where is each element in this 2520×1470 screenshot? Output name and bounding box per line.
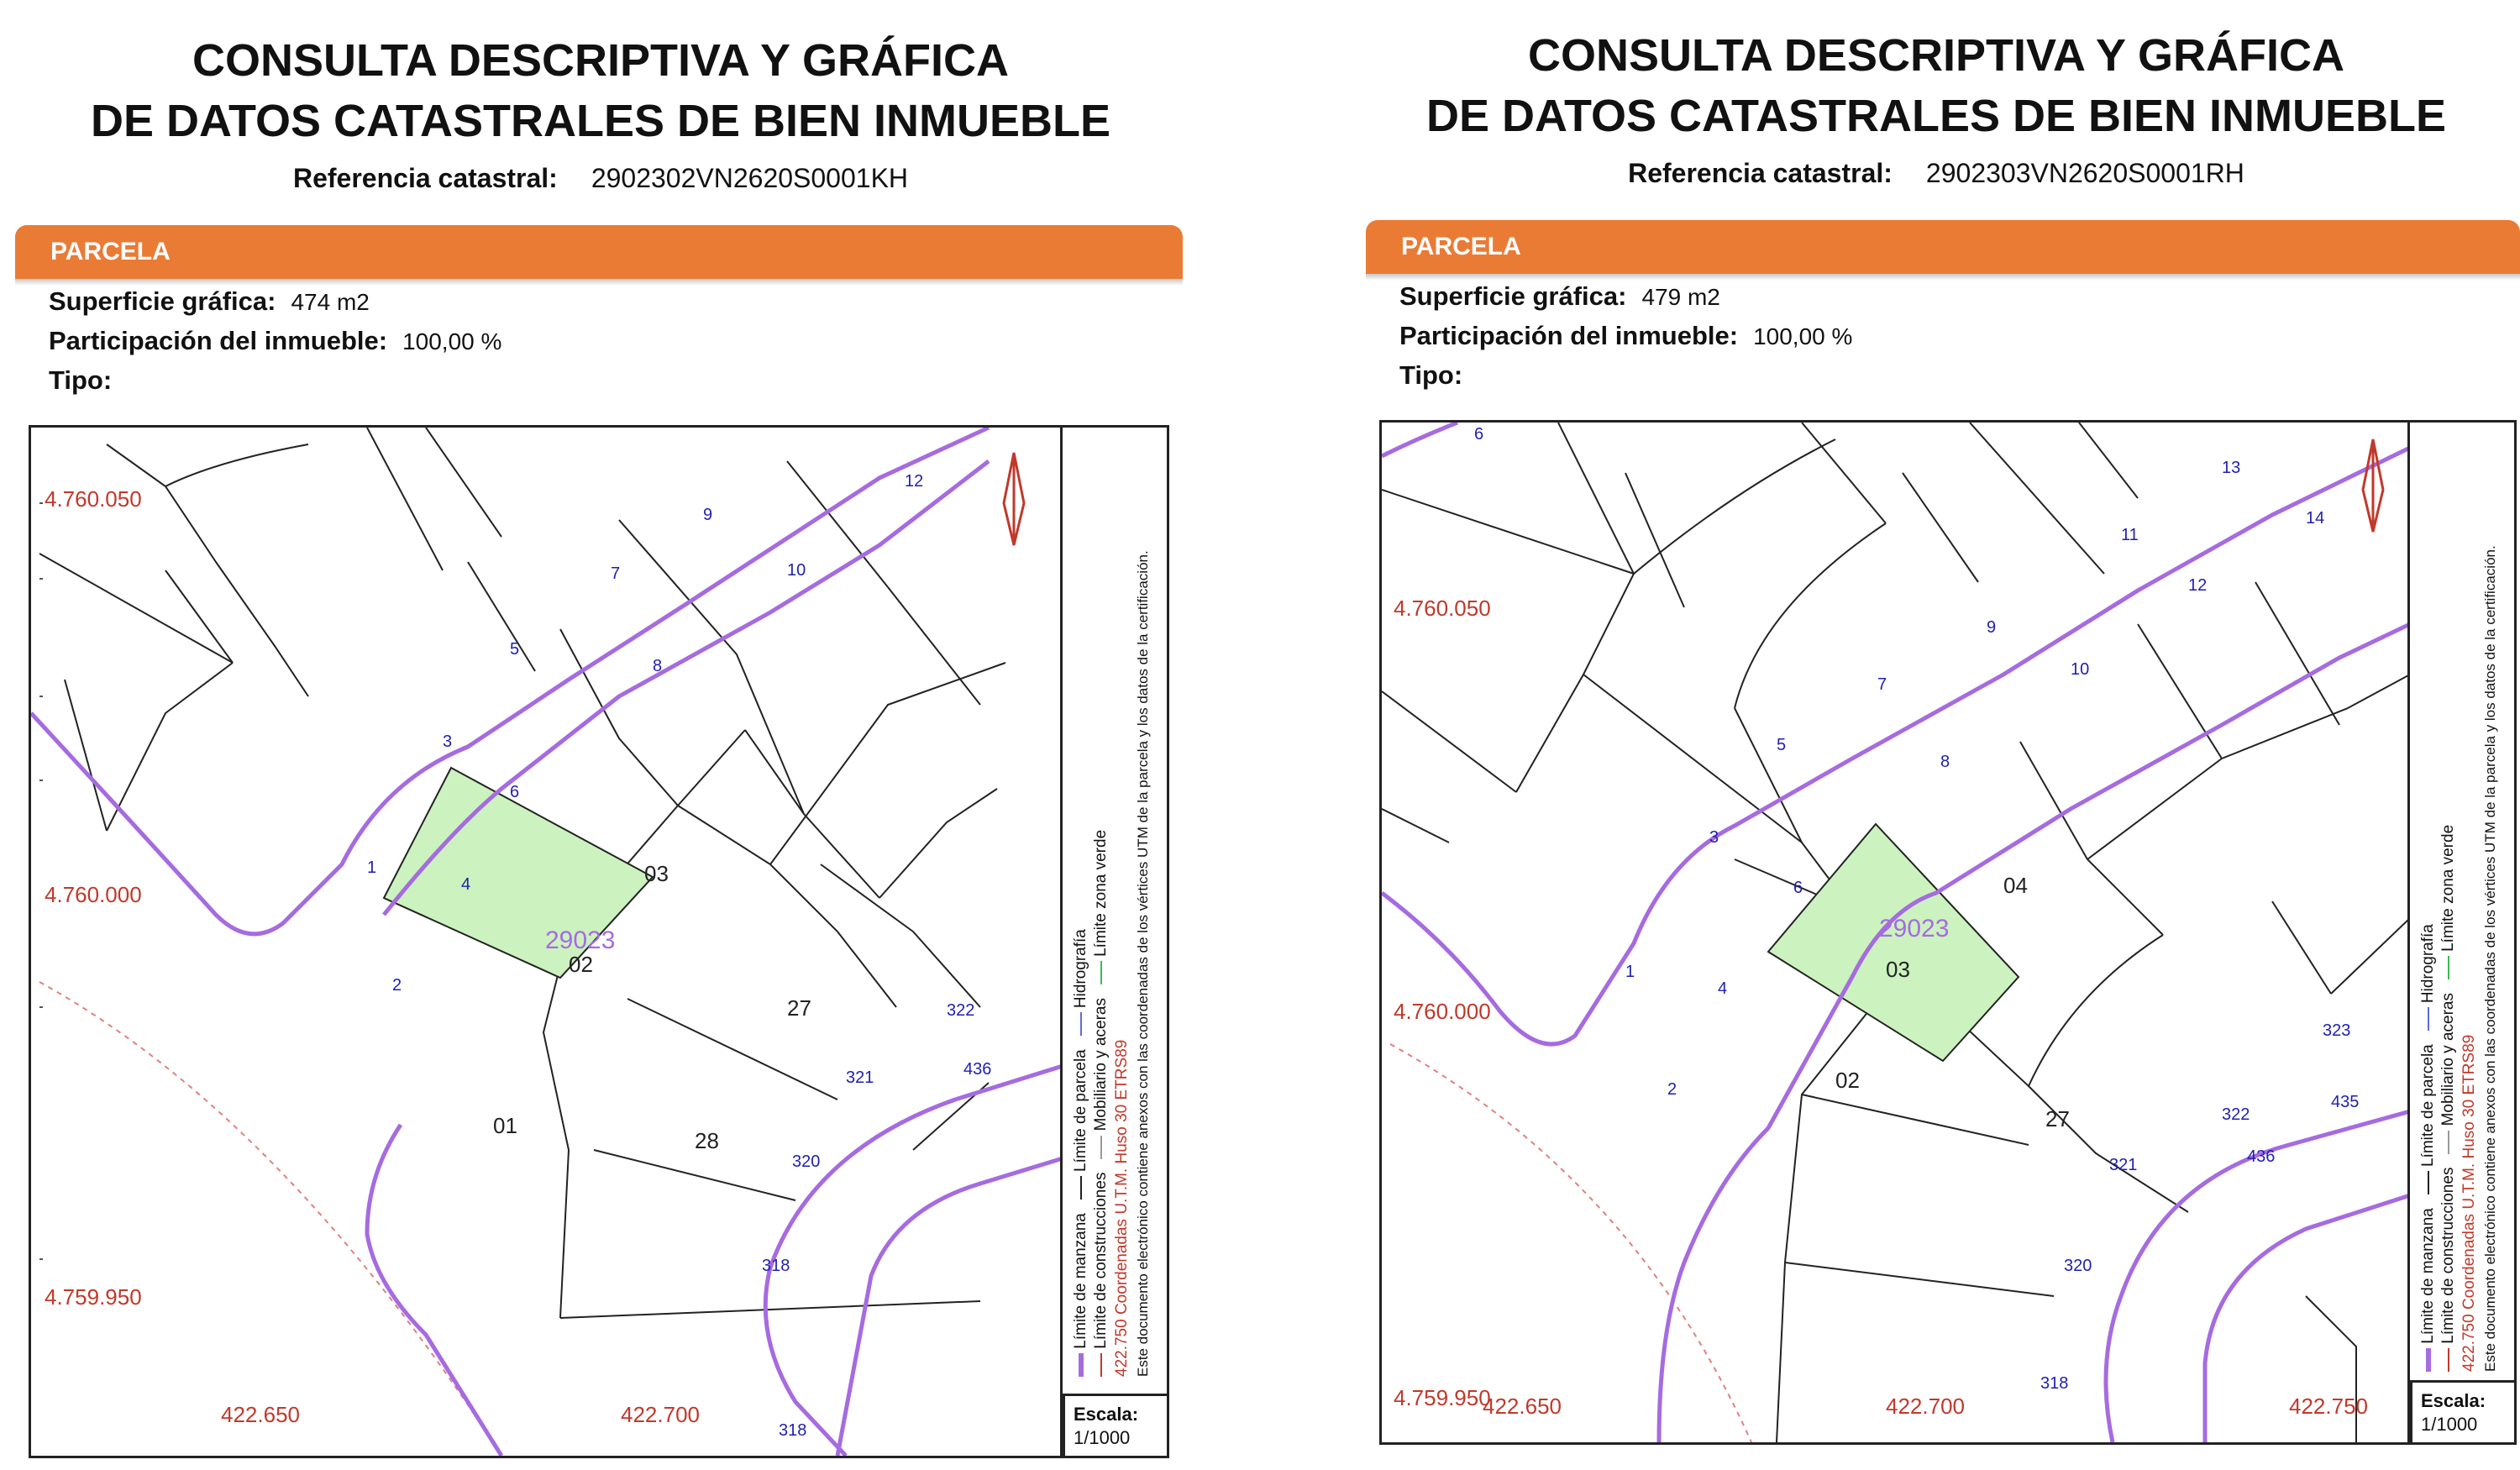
vertex-label: 1	[367, 858, 377, 877]
vertex-label: 5	[1777, 736, 1787, 754]
legend-zona-verde: Límite zona verde	[1092, 829, 1110, 957]
legend-hidrografia: Hidrografía	[1072, 929, 1089, 1009]
vertex-label: 318	[779, 1421, 807, 1440]
vertex-label: 322	[947, 1001, 975, 1020]
y-coord-3: 4.759.950	[1394, 1385, 1491, 1410]
scale-value: 1/1000	[1074, 1427, 1131, 1448]
superficie-value: 479 m2	[1641, 284, 1720, 310]
parcel-number: 04	[2003, 873, 2028, 898]
cadastral-map	[29, 425, 1169, 1458]
legend-construcciones: Límite de construcciones	[2439, 1167, 2457, 1344]
x-coord-2: 422.700	[621, 1402, 700, 1427]
title-line-1: CONSULTA DESCRIPTIVA Y GRÁFICA	[192, 35, 1010, 86]
parcel-number: 27	[787, 995, 811, 1021]
x-coord-1: 422.650	[1483, 1394, 1562, 1419]
vertex-label: 320	[792, 1152, 821, 1171]
parcel-number: 01	[493, 1113, 517, 1138]
participacion-row	[49, 322, 501, 361]
reference-line	[1352, 158, 2520, 189]
superficie-value: 474 m2	[291, 289, 370, 315]
map-legend	[1060, 428, 1167, 1456]
vertex-label: 8	[1940, 753, 1950, 771]
construction-limit-line	[39, 982, 501, 1456]
vertex-label: 14	[2306, 509, 2325, 528]
vertex-label: 2	[392, 976, 402, 995]
participacion-value: 100,00 %	[1753, 323, 1853, 349]
vertex-label: 12	[2188, 576, 2208, 595]
scale-box	[1063, 1394, 1167, 1456]
block-label: 29023	[545, 927, 616, 954]
participacion-value: 100,00 %	[402, 328, 502, 354]
superficie-row	[49, 282, 501, 322]
vertex-label: 323	[2323, 1021, 2351, 1040]
vertex-label: 436	[963, 1060, 992, 1079]
north-arrow-icon	[1004, 453, 1024, 545]
scale-value: 1/1000	[2421, 1414, 2478, 1435]
parcel-fields	[1399, 277, 1852, 395]
legend-mobiliario: Mobiliario y aceras	[2439, 993, 2457, 1126]
vertex-label: 1	[1625, 963, 1635, 981]
title-line-1: CONSULTA DESCRIPTIVA Y GRÁFICA	[1527, 30, 2345, 81]
map-drawing	[1382, 423, 2410, 1442]
section-bar-parcela	[15, 225, 1183, 279]
vertex-label: 7	[611, 564, 621, 583]
vertex-label: 13	[2222, 459, 2241, 477]
title-line-2: DE DATOS CATASTRALES DE BIEN INMUEBLE	[90, 96, 1111, 146]
section-title: PARCELA	[1401, 233, 1521, 260]
scale-label: Escala:	[1074, 1404, 1139, 1425]
parcel-fields	[49, 282, 501, 400]
section-title: PARCELA	[50, 238, 171, 265]
superficie-label: Superficie gráfica:	[1399, 281, 1627, 311]
document-title	[0, 30, 1201, 151]
vertex-label: 318	[762, 1257, 790, 1275]
document-title	[1352, 25, 2520, 146]
vertex-label: 9	[703, 506, 713, 524]
vertex-label: 436	[2247, 1147, 2276, 1166]
vertex-label: 3	[1709, 828, 1719, 847]
vertex-label: 10	[787, 561, 806, 580]
vertex-label: 4	[1718, 979, 1728, 998]
reference-line	[0, 163, 1201, 194]
legend-manzana: Límite de manzana	[2419, 1208, 2437, 1344]
vertex-label: 5	[510, 640, 520, 659]
block-label: 29023	[1879, 915, 1950, 942]
vertex-label: 320	[2064, 1257, 2092, 1275]
reference-value: 2902303VN2620S0001RH	[1925, 158, 2244, 188]
tipo-row	[1399, 356, 1852, 395]
y-coord-3: 4.759.950	[45, 1284, 142, 1310]
y-coord-1: 4.760.050	[1394, 596, 1491, 621]
vertex-label: 10	[2071, 660, 2090, 679]
legend-note: Este documento electrónico contiene anexos con las coordenadas de los vértices UTM de la parcela y los datos de la certificación.	[2482, 545, 2498, 1372]
x-coord-2: 422.700	[1886, 1394, 1965, 1419]
vertex-label: 3	[443, 732, 453, 751]
parcel-number: 28	[695, 1128, 719, 1153]
map-drawing	[31, 428, 1063, 1456]
legend-zona-verde: Límite zona verde	[2439, 824, 2457, 952]
construction-limit-line	[1390, 1044, 1751, 1442]
vertex-label: 7	[1877, 675, 1887, 694]
map-legend	[2407, 423, 2514, 1442]
vertex-label: 435	[2331, 1093, 2360, 1111]
y-coord-2: 4.760.000	[45, 882, 142, 907]
legend-coords: 422.750 Coordenadas U.T.M. Huso 30 ETRS89	[1113, 1039, 1131, 1377]
legend-parcela: Límite de parcela	[1072, 1049, 1089, 1172]
tipo-label: Tipo:	[49, 365, 113, 395]
vertex-label: 6	[510, 783, 520, 801]
participacion-label: Participación del inmueble:	[1399, 321, 1739, 350]
legend-mobiliario: Mobiliario y aceras	[1092, 998, 1110, 1131]
y-coord-2: 4.760.000	[1394, 999, 1491, 1024]
reference-label: Referencia catastral:	[292, 163, 558, 193]
cadastral-map	[1379, 420, 2517, 1445]
vertex-label: 322	[2222, 1105, 2250, 1124]
cadastral-document-right	[1352, 0, 2520, 1470]
legend-manzana: Límite de manzana	[1072, 1213, 1089, 1349]
x-coord-3: 422.750	[2289, 1394, 2368, 1419]
vertex-label: 11	[2121, 526, 2139, 544]
legend-note: Este documento electrónico contiene anexos con las coordenadas de los vértices UTM de la parcela y los datos de la certificación.	[1135, 550, 1151, 1377]
y-coord-1: 4.760.050	[45, 486, 142, 512]
tipo-label: Tipo:	[1399, 360, 1463, 390]
parcel-number: 03	[644, 861, 669, 886]
vertex-label: 2	[1667, 1080, 1677, 1099]
parcel-number: 02	[569, 952, 593, 977]
superficie-row	[1399, 277, 1852, 317]
vertex-label: 6	[1793, 879, 1803, 897]
selected-parcel	[1768, 824, 2019, 1061]
legend-hidrografia: Hidrografía	[2419, 924, 2437, 1004]
reference-value: 2902302VN2620S0001KH	[591, 163, 909, 193]
legend-coords: 422.750 Coordenadas U.T.M. Huso 30 ETRS89	[2460, 1034, 2478, 1372]
parcel-number: 27	[2045, 1106, 2070, 1131]
vertex-label: 318	[2040, 1374, 2069, 1393]
tipo-row	[49, 361, 501, 400]
x-coord-1: 422.650	[221, 1402, 300, 1427]
vertex-label: 8	[653, 657, 663, 675]
vertex-label: 12	[905, 472, 924, 491]
vertex-labels	[367, 472, 991, 1440]
cadastral-document-left	[0, 0, 1201, 1470]
reference-label: Referencia catastral:	[1628, 158, 1893, 188]
north-arrow-icon	[2363, 439, 2383, 532]
parcel-number: 03	[1886, 957, 1910, 982]
section-bar-parcela	[1366, 220, 2520, 274]
legend-construcciones: Límite de construcciones	[1092, 1172, 1110, 1349]
scale-label: Escala:	[2421, 1390, 2486, 1411]
vertex-label: 321	[2109, 1156, 2138, 1174]
legend-content	[1071, 486, 1153, 1377]
vertex-label: 4	[461, 875, 471, 894]
scale-box	[2410, 1380, 2514, 1442]
participacion-row	[1399, 317, 1852, 356]
legend-content	[2418, 481, 2501, 1372]
vertex-label: 321	[846, 1068, 874, 1087]
superficie-label: Superficie gráfica:	[49, 286, 276, 316]
participacion-label: Participación del inmueble:	[49, 326, 388, 355]
title-line-2: DE DATOS CATASTRALES DE BIEN INMUEBLE	[1425, 91, 2447, 141]
legend-parcela: Límite de parcela	[2419, 1044, 2437, 1167]
parcel-number: 02	[1835, 1068, 1860, 1093]
vertex-label: 6	[1474, 425, 1484, 444]
vertex-label: 9	[1987, 618, 1997, 637]
